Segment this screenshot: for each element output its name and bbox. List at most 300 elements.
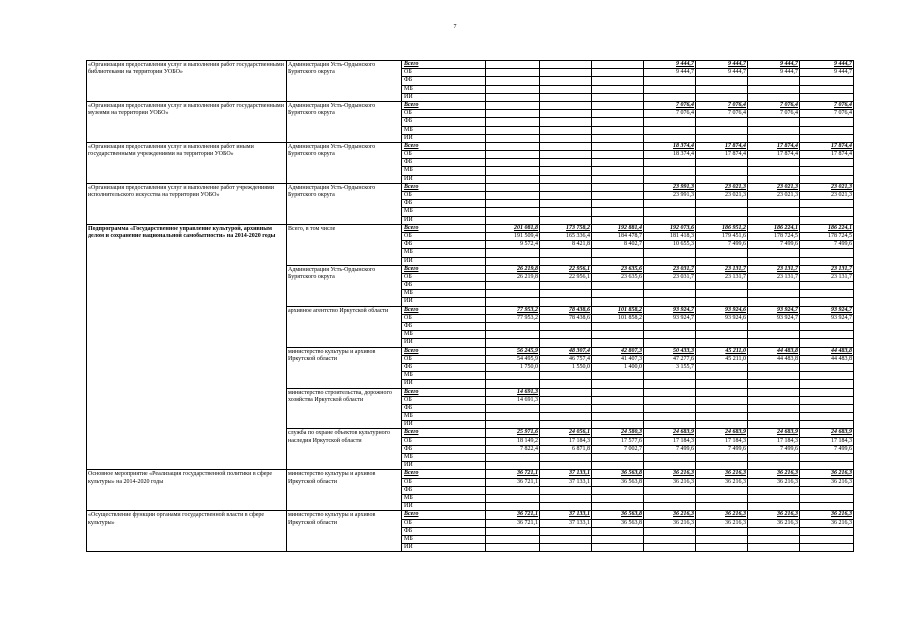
executor-cell: архивное агентство Иркутской области — [287, 306, 402, 347]
funding-source-cell: МБ — [402, 535, 486, 543]
amount-cell — [696, 462, 748, 470]
amount-cell: 26 219,8 — [486, 265, 540, 273]
amount-cell: 7 499,6 — [800, 445, 854, 453]
amount-cell: 1 550,0 — [540, 363, 592, 371]
amount-cell — [486, 290, 540, 298]
amount-cell — [696, 454, 748, 462]
amount-cell — [800, 494, 854, 502]
amount-cell: 7 076,4 — [644, 101, 696, 109]
amount-cell — [696, 331, 748, 339]
amount-cell: 36 563,8 — [592, 478, 644, 486]
amount-cell — [592, 462, 644, 470]
table-row — [87, 101, 854, 109]
amount-cell — [800, 249, 854, 257]
amount-cell: 24 683,9 — [800, 429, 854, 437]
amount-cell — [748, 200, 800, 208]
amount-cell — [800, 503, 854, 511]
amount-cell: 178 724,5 — [748, 232, 800, 240]
amount-cell — [486, 421, 540, 429]
amount-cell — [696, 216, 748, 224]
amount-cell: 8 421,8 — [540, 241, 592, 249]
amount-cell: 178 724,5 — [800, 232, 854, 240]
amount-cell: 7 076,4 — [644, 110, 696, 118]
executor-cell: служба по охране объектов культурного наследия Иркутской области — [287, 429, 402, 470]
funding-source-cell: ИИ — [402, 544, 486, 552]
amount-cell — [644, 380, 696, 388]
amount-cell — [540, 249, 592, 257]
amount-cell: 48 307,4 — [540, 347, 592, 355]
amount-cell: 7 499,6 — [748, 241, 800, 249]
funding-source-cell: МБ — [402, 126, 486, 134]
amount-cell — [540, 126, 592, 134]
amount-cell: 23 021,3 — [696, 192, 748, 200]
amount-cell — [644, 159, 696, 167]
amount-cell — [592, 77, 644, 85]
amount-cell — [644, 544, 696, 552]
amount-cell — [696, 421, 748, 429]
amount-cell: 24 056,1 — [540, 429, 592, 437]
amount-cell: 186 224,1 — [800, 224, 854, 232]
table-row — [87, 61, 854, 69]
table-row — [87, 183, 854, 191]
amount-cell: 9 444,7 — [696, 61, 748, 69]
funding-source-cell: ФБ — [402, 527, 486, 535]
executor-cell: Администрация Усть-Ордынского Бурятского округа — [287, 183, 402, 224]
executor-cell: Администрация Усть-Ордынского Бурятского округа — [287, 61, 402, 102]
amount-cell: 93 924,7 — [644, 306, 696, 314]
amount-cell: 42 807,3 — [592, 347, 644, 355]
amount-cell: 101 858,2 — [592, 306, 644, 314]
funding-source-cell: ОБ — [402, 232, 486, 240]
amount-cell — [540, 216, 592, 224]
amount-cell — [800, 339, 854, 347]
amount-cell: 36 721,1 — [486, 470, 540, 478]
amount-cell: 7 499,6 — [748, 445, 800, 453]
funding-source-cell: ИИ — [402, 503, 486, 511]
amount-cell: 36 216,3 — [644, 470, 696, 478]
amount-cell: 23 991,3 — [644, 183, 696, 191]
amount-cell: 36 216,3 — [696, 478, 748, 486]
amount-cell: 14 691,3 — [486, 388, 540, 396]
amount-cell — [748, 404, 800, 412]
amount-cell: 192 073,6 — [644, 224, 696, 232]
funding-source-cell: ФБ — [402, 159, 486, 167]
amount-cell — [486, 323, 540, 331]
amount-cell — [800, 85, 854, 93]
amount-cell — [540, 388, 592, 396]
amount-cell — [696, 396, 748, 404]
amount-cell: 23 031,7 — [644, 265, 696, 273]
program-name-cell: «Организация предоставления услуг и выполнения работ иными государственными учреждениями на территории УОБО» — [87, 142, 287, 183]
amount-cell — [748, 396, 800, 404]
funding-source-cell: МБ — [402, 208, 486, 216]
amount-cell — [540, 142, 592, 150]
funding-source-cell: ОБ — [402, 396, 486, 404]
amount-cell: 47 277,6 — [644, 355, 696, 363]
amount-cell — [540, 159, 592, 167]
amount-cell — [592, 61, 644, 69]
executor-cell: министерство культуры и архивов Иркутской области — [287, 347, 402, 388]
amount-cell: 36 216,3 — [748, 511, 800, 519]
amount-cell — [486, 101, 540, 109]
amount-cell — [486, 200, 540, 208]
amount-cell: 93 924,7 — [800, 314, 854, 322]
amount-cell: 36 216,3 — [800, 511, 854, 519]
amount-cell: 191 509,4 — [486, 232, 540, 240]
amount-cell: 9 444,7 — [748, 69, 800, 77]
amount-cell: 37 133,1 — [540, 519, 592, 527]
amount-cell — [592, 535, 644, 543]
amount-cell — [748, 85, 800, 93]
amount-cell — [696, 77, 748, 85]
amount-cell — [486, 494, 540, 502]
amount-cell — [592, 101, 644, 109]
amount-cell — [486, 126, 540, 134]
amount-cell — [486, 151, 540, 159]
amount-cell: 8 402,7 — [592, 241, 644, 249]
funding-source-cell: ИИ — [402, 462, 486, 470]
executor-cell: министерство культуры и архивов Иркутской области — [287, 470, 402, 511]
amount-cell — [486, 118, 540, 126]
amount-cell: 10 655,3 — [644, 241, 696, 249]
amount-cell: 45 211,0 — [696, 347, 748, 355]
amount-cell — [800, 200, 854, 208]
amount-cell — [696, 249, 748, 257]
amount-cell — [486, 372, 540, 380]
amount-cell — [800, 134, 854, 142]
amount-cell — [800, 175, 854, 183]
amount-cell: 24 683,9 — [696, 429, 748, 437]
amount-cell — [486, 503, 540, 511]
amount-cell — [592, 208, 644, 216]
amount-cell — [592, 200, 644, 208]
amount-cell — [592, 183, 644, 191]
funding-source-cell: ФБ — [402, 486, 486, 494]
amount-cell — [696, 404, 748, 412]
amount-cell: 7 499,6 — [800, 241, 854, 249]
amount-cell — [540, 61, 592, 69]
amount-cell — [644, 494, 696, 502]
amount-cell: 93 924,7 — [748, 306, 800, 314]
amount-cell: 17 874,4 — [800, 142, 854, 150]
amount-cell — [748, 413, 800, 421]
amount-cell — [540, 290, 592, 298]
amount-cell: 36 216,3 — [644, 519, 696, 527]
amount-cell — [592, 298, 644, 306]
amount-cell: 17 184,3 — [644, 437, 696, 445]
amount-cell — [540, 298, 592, 306]
amount-cell — [486, 167, 540, 175]
funding-source-cell: ОБ — [402, 151, 486, 159]
amount-cell — [592, 503, 644, 511]
amount-cell — [800, 544, 854, 552]
funding-source-cell: Всего — [402, 347, 486, 355]
amount-cell — [486, 535, 540, 543]
executor-cell: Администрация Усть-Ордынского Бурятского округа — [287, 142, 402, 183]
amount-cell — [592, 85, 644, 93]
amount-cell — [540, 183, 592, 191]
amount-cell: 17 874,4 — [800, 151, 854, 159]
funding-source-cell: ИИ — [402, 257, 486, 265]
amount-cell — [800, 257, 854, 265]
funding-source-cell: МБ — [402, 167, 486, 175]
amount-cell: 93 924,7 — [800, 306, 854, 314]
amount-cell — [748, 175, 800, 183]
amount-cell — [696, 339, 748, 347]
funding-source-cell: Всего — [402, 101, 486, 109]
amount-cell: 23 991,3 — [644, 192, 696, 200]
amount-cell — [540, 535, 592, 543]
amount-cell — [644, 93, 696, 101]
amount-cell — [592, 142, 644, 150]
amount-cell: 23 021,3 — [800, 192, 854, 200]
amount-cell: 22 956,1 — [540, 273, 592, 281]
amount-cell — [748, 462, 800, 470]
amount-cell — [644, 421, 696, 429]
amount-cell — [748, 527, 800, 535]
amount-cell — [696, 175, 748, 183]
amount-cell: 7 002,7 — [592, 445, 644, 453]
amount-cell — [486, 544, 540, 552]
amount-cell: 36 563,8 — [592, 470, 644, 478]
amount-cell — [696, 159, 748, 167]
amount-cell — [486, 257, 540, 265]
amount-cell — [644, 331, 696, 339]
amount-cell — [592, 380, 644, 388]
funding-source-cell: Всего — [402, 470, 486, 478]
amount-cell: 23 021,3 — [800, 183, 854, 191]
amount-cell — [748, 494, 800, 502]
amount-cell — [592, 413, 644, 421]
amount-cell — [592, 454, 644, 462]
amount-cell: 44 483,8 — [800, 347, 854, 355]
amount-cell — [592, 175, 644, 183]
amount-cell — [540, 151, 592, 159]
amount-cell — [696, 544, 748, 552]
amount-cell — [800, 216, 854, 224]
amount-cell: 7 076,4 — [696, 110, 748, 118]
amount-cell — [696, 486, 748, 494]
amount-cell — [800, 93, 854, 101]
amount-cell — [800, 298, 854, 306]
amount-cell — [540, 404, 592, 412]
amount-cell: 9 572,4 — [486, 241, 540, 249]
amount-cell — [486, 380, 540, 388]
program-name-cell: «Организация предоставления услуг и выполнение работ учреждениями исполнительского искусства на территории УОБО» — [87, 183, 287, 224]
amount-cell — [644, 200, 696, 208]
amount-cell — [486, 192, 540, 200]
amount-cell — [800, 77, 854, 85]
amount-cell — [592, 396, 644, 404]
amount-cell — [644, 339, 696, 347]
amount-cell: 23 021,3 — [696, 183, 748, 191]
amount-cell — [592, 192, 644, 200]
amount-cell: 181 418,3 — [644, 232, 696, 240]
amount-cell — [644, 126, 696, 134]
amount-cell — [748, 118, 800, 126]
amount-cell: 77 953,2 — [486, 306, 540, 314]
amount-cell — [486, 69, 540, 77]
amount-cell — [486, 142, 540, 150]
amount-cell — [748, 216, 800, 224]
amount-cell — [486, 93, 540, 101]
amount-cell: 173 758,2 — [540, 224, 592, 232]
funding-source-cell: ОБ — [402, 110, 486, 118]
amount-cell: 78 438,6 — [540, 314, 592, 322]
amount-cell — [800, 535, 854, 543]
amount-cell — [644, 462, 696, 470]
amount-cell — [696, 413, 748, 421]
amount-cell — [696, 200, 748, 208]
amount-cell: 93 924,7 — [644, 314, 696, 322]
executor-cell: Администрация Усть-Ордынского Бурятского округа — [287, 101, 402, 142]
amount-cell — [486, 110, 540, 118]
funding-source-cell: МБ — [402, 331, 486, 339]
amount-cell — [644, 77, 696, 85]
amount-cell — [540, 101, 592, 109]
amount-cell: 37 133,1 — [540, 511, 592, 519]
amount-cell: 24 683,9 — [748, 429, 800, 437]
amount-cell: 36 216,3 — [800, 478, 854, 486]
amount-cell: 36 216,3 — [644, 478, 696, 486]
executor-cell: министерство культуры и архивов Иркутской области — [287, 511, 402, 552]
funding-source-cell: ОБ — [402, 355, 486, 363]
amount-cell: 7 076,4 — [800, 101, 854, 109]
amount-cell — [540, 331, 592, 339]
amount-cell — [748, 388, 800, 396]
amount-cell: 36 216,3 — [644, 511, 696, 519]
amount-cell: 9 444,7 — [696, 69, 748, 77]
amount-cell — [748, 134, 800, 142]
amount-cell — [644, 527, 696, 535]
executor-cell: Всего, в том числе — [287, 224, 402, 265]
amount-cell — [800, 290, 854, 298]
funding-source-cell: МБ — [402, 372, 486, 380]
amount-cell — [696, 85, 748, 93]
amount-cell: 36 721,1 — [486, 511, 540, 519]
funding-source-cell: ФБ — [402, 282, 486, 290]
amount-cell — [800, 363, 854, 371]
amount-cell: 17 184,3 — [748, 437, 800, 445]
funding-source-cell: Всего — [402, 429, 486, 437]
amount-cell: 17 184,3 — [696, 437, 748, 445]
amount-cell — [696, 503, 748, 511]
amount-cell — [592, 388, 644, 396]
amount-cell — [644, 290, 696, 298]
funding-source-cell: Всего — [402, 183, 486, 191]
executor-cell: Администрация Усть-Ордынского Бурятского округа — [287, 265, 402, 306]
amount-cell — [540, 421, 592, 429]
amount-cell — [800, 404, 854, 412]
amount-cell: 23 131,7 — [748, 265, 800, 273]
amount-cell — [486, 249, 540, 257]
table-row — [87, 511, 854, 519]
amount-cell — [540, 200, 592, 208]
funding-source-cell: МБ — [402, 249, 486, 257]
amount-cell — [748, 454, 800, 462]
amount-cell: 25 971,6 — [486, 429, 540, 437]
amount-cell — [644, 216, 696, 224]
funding-source-cell: Всего — [402, 306, 486, 314]
amount-cell — [800, 331, 854, 339]
amount-cell — [748, 167, 800, 175]
amount-cell — [748, 208, 800, 216]
amount-cell — [696, 282, 748, 290]
funding-source-cell: ФБ — [402, 118, 486, 126]
amount-cell — [592, 151, 644, 159]
amount-cell: 36 216,3 — [800, 470, 854, 478]
amount-cell — [540, 118, 592, 126]
amount-cell — [486, 216, 540, 224]
amount-cell — [800, 462, 854, 470]
amount-cell: 93 924,6 — [696, 314, 748, 322]
amount-cell: 23 635,6 — [592, 273, 644, 281]
amount-cell: 36 216,3 — [696, 470, 748, 478]
amount-cell: 7 499,6 — [696, 241, 748, 249]
amount-cell — [748, 126, 800, 134]
funding-source-cell: Всего — [402, 142, 486, 150]
amount-cell — [696, 93, 748, 101]
amount-cell: 22 956,1 — [540, 265, 592, 273]
funding-source-cell: ОБ — [402, 314, 486, 322]
amount-cell — [748, 331, 800, 339]
amount-cell — [696, 257, 748, 265]
amount-cell: 7 076,4 — [748, 110, 800, 118]
amount-cell: 24 580,3 — [592, 429, 644, 437]
amount-cell — [800, 208, 854, 216]
amount-cell: 9 444,7 — [748, 61, 800, 69]
funding-source-cell: ИИ — [402, 134, 486, 142]
amount-cell — [644, 404, 696, 412]
amount-cell — [696, 363, 748, 371]
amount-cell: 46 757,4 — [540, 355, 592, 363]
amount-cell: 9 444,7 — [644, 69, 696, 77]
amount-cell: 7 076,4 — [748, 101, 800, 109]
amount-cell — [486, 61, 540, 69]
amount-cell — [748, 380, 800, 388]
amount-cell — [486, 159, 540, 167]
amount-cell: 26 219,8 — [486, 273, 540, 281]
funding-source-cell: ФБ — [402, 200, 486, 208]
amount-cell: 93 924,6 — [696, 306, 748, 314]
amount-cell — [592, 331, 644, 339]
amount-cell: 77 953,2 — [486, 314, 540, 322]
amount-cell — [540, 208, 592, 216]
amount-cell — [592, 216, 644, 224]
amount-cell — [644, 503, 696, 511]
program-name-cell: «Организация предоставления услуг и выполнения работ государственными библиотеками на территории УОБО» — [87, 61, 287, 102]
amount-cell — [644, 413, 696, 421]
amount-cell — [800, 372, 854, 380]
amount-cell: 36 721,1 — [486, 478, 540, 486]
amount-cell — [748, 503, 800, 511]
amount-cell — [486, 183, 540, 191]
amount-cell — [540, 527, 592, 535]
amount-cell — [696, 290, 748, 298]
amount-cell: 17 874,4 — [696, 151, 748, 159]
amount-cell: 186 951,2 — [696, 224, 748, 232]
amount-cell — [592, 167, 644, 175]
amount-cell — [644, 208, 696, 216]
amount-cell: 18 374,4 — [644, 142, 696, 150]
amount-cell — [800, 421, 854, 429]
amount-cell — [800, 454, 854, 462]
funding-source-cell: ИИ — [402, 421, 486, 429]
amount-cell: 7 499,6 — [644, 445, 696, 453]
amount-cell: 192 881,4 — [592, 224, 644, 232]
amount-cell — [540, 339, 592, 347]
amount-cell: 9 444,7 — [644, 61, 696, 69]
